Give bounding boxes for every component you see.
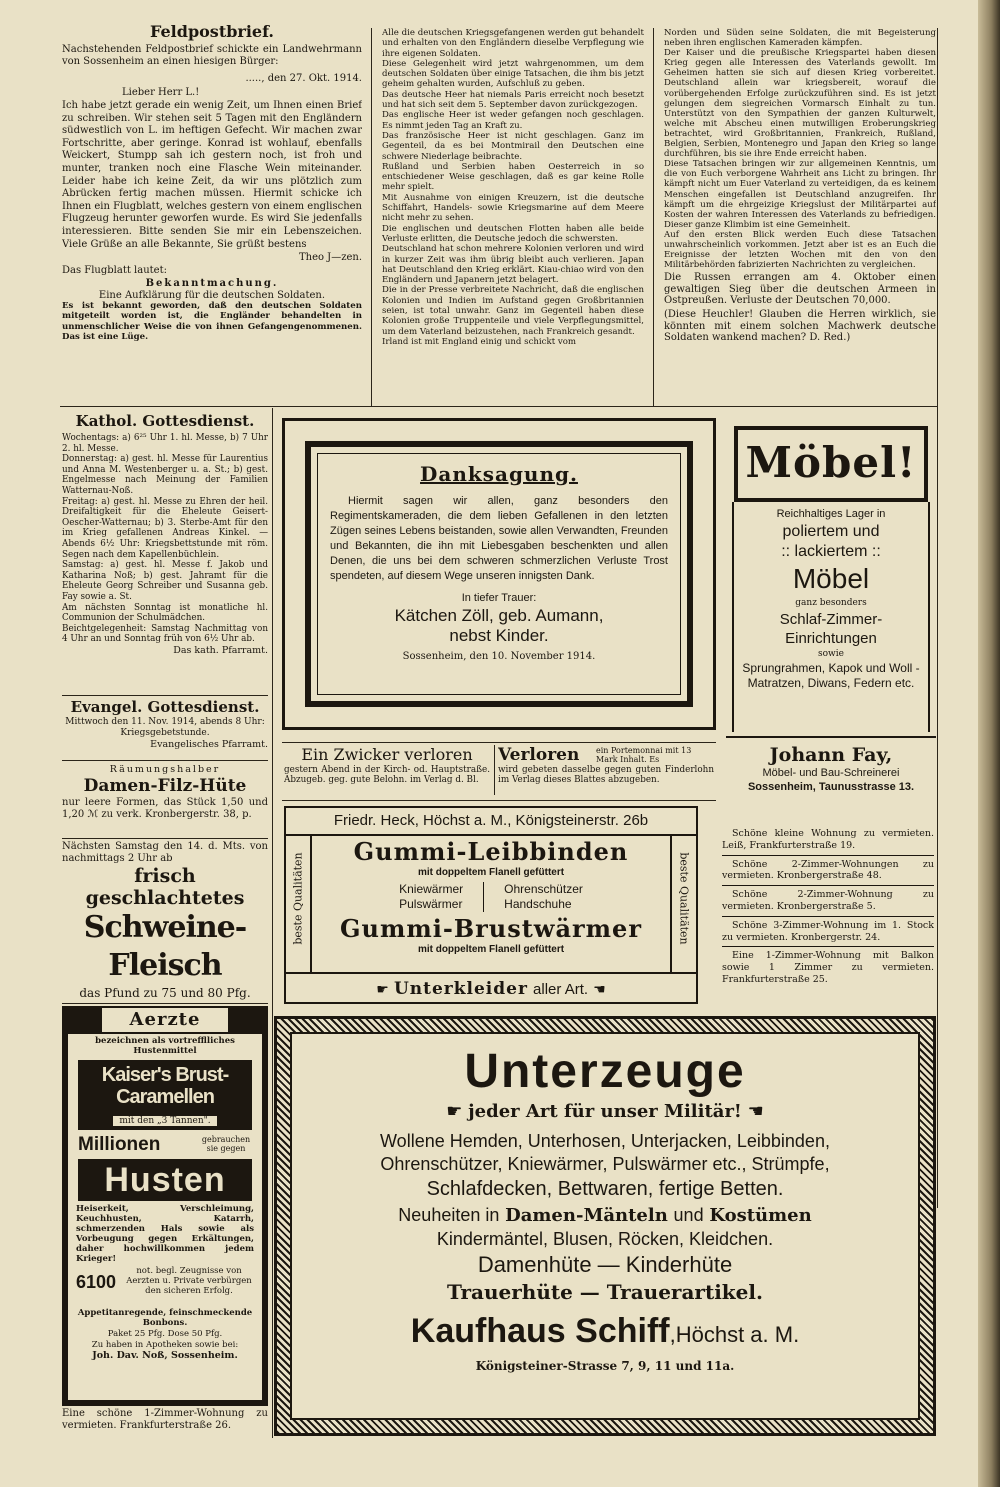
russen-note: Die Russen errangen am 4. Oktober einen gewaltigen Sieg über die deutschen Armeen in Ostpreußen. Verluste der Deutschen 70,000. (664, 272, 936, 307)
schiff-neu-c: und (673, 1205, 704, 1225)
danksagung-body: Hiermit sagen wir allen, ganz besonders den Regimentskameraden, die dem lieben Gefallenen in den letzten Zügen seines Lebens beistanden, sowie allen Verwandten, Freunden und Bekannten, die ihn mit Liebesgaben beschenkten und allen Denen, die uns bei dem schweren schmerzlichen Verluste Trost spendeten, auf diesem Wege unseren innigsten Dank. (330, 495, 668, 582)
evangel-gottesdienst (62, 698, 268, 756)
editor-note: (Diese Heuchler! Glauben die Herren wirklich, sie könnten mit einem solchen Machwerk deutsche Soldaten wankend machen? D. Red.) (664, 309, 936, 344)
feldpostbrief-article (62, 22, 362, 406)
schiff-line3: Schlafdecken, Bettwaren, fertige Betten. (426, 1178, 784, 1200)
kaiser-caramellen-ad (62, 1006, 268, 1406)
pointing-hand-left-icon: ☛ (446, 1101, 463, 1122)
moebel-line7: Einrichtungen (785, 630, 877, 647)
danksagung-trauer: In tiefer Trauer: (461, 592, 537, 604)
heck-unter1: Unterkleider (393, 979, 528, 999)
schiff-line6: Damenhüte — Kinderhüte (477, 1252, 733, 1277)
moebel-line8: sowie (818, 649, 844, 659)
filzhuete-ad (62, 764, 268, 836)
schweine-price: das Pfund zu 75 und 80 Pfg. (79, 986, 251, 1000)
zwicker-title: Ein Zwicker verloren (301, 745, 473, 764)
schweine-line2: frisch geschlachtetes (85, 865, 245, 909)
kaiser-tannen: mit den „3 Tannen". (113, 1116, 216, 1126)
divider (62, 838, 268, 839)
kleinanzeigen (722, 828, 934, 1018)
millionen-row (78, 1134, 252, 1156)
zeugnisse-row (76, 1266, 254, 1308)
schweine-intro: Nächsten Samstag den 14. d. Mts. von nachmittags 2 Uhr ab (62, 841, 268, 864)
schiff-name: Kaufhaus Schiff (410, 1312, 670, 1350)
kathol-gottesdienst (62, 412, 268, 692)
kaiser-brand-block (78, 1060, 252, 1130)
pointing-hand-right-icon: ☚ (593, 982, 606, 998)
filzhuete-body: nur leere Formen, das Stück 1,50 und 1,20 ℳ zu verk. Kronbergerstr. 38, p. (62, 797, 268, 821)
article-title: Feldpostbrief. (150, 22, 274, 41)
zeugnisse-text: not. begl. Zeugnisse von Aerzten u. Private verbürgen den sicheren Erfolg. (126, 1266, 252, 1296)
flugblatt-column-3 (664, 28, 936, 406)
schiff-neu-row (292, 1203, 918, 1228)
schiff-neu-b: Damen-Mänteln (505, 1205, 668, 1226)
schiff-sub: jeder Art für unser Militär! (468, 1101, 742, 1122)
heck-gummi2: Gummi-Brustwärmer (340, 914, 642, 943)
moebel-line9: Sprungrahmen, Kapok und Woll - Matratzen, Diwans, Federn etc. (742, 661, 920, 690)
kaiser-zuhaben: Zu haben in Apotheken sowie bei: (91, 1340, 239, 1350)
page-rule-right (937, 28, 938, 1208)
schiff-address: Königsteiner-Strasse 7, 9, 11 und 11a. (475, 1359, 735, 1373)
danksagung-place: Sossenheim, den 10. November 1914. (402, 651, 596, 662)
husten: Husten (78, 1159, 252, 1201)
kleinanz-5: Eine 1-Zimmer-Wohnung mit Balkon sowie 1 Zimmer zu vermieten. Frankfurterstraße 25. (722, 950, 934, 985)
zeugnisse-number: 6100 (76, 1272, 117, 1292)
kaiser-sub: bezeichnen als vortrefflliches Hustenmittel (95, 1036, 235, 1056)
moebel-line6: Schlaf-Zimmer- (779, 611, 883, 628)
moebel-title: Möbel! (745, 438, 917, 487)
pointing-hand-left-icon: ☛ (376, 982, 389, 998)
moebel-line4: Möbel (792, 563, 870, 594)
kleinanz-4: Schöne 3-Zimmer-Wohnung im 1. Stock zu vermieten. Kronbergerstr. 24. (722, 920, 934, 948)
kaiser-paket: Paket 25 Pfg. Dose 50 Pfg. (107, 1329, 223, 1339)
divider (62, 695, 268, 696)
danksagung-name: Kätchen Zöll, geb. Aumann, (394, 606, 604, 625)
verloren-header (498, 745, 714, 765)
moebel-divider (726, 736, 936, 738)
kathol-signature: Das kath. Pfarramt. (173, 644, 268, 656)
heck-flanell2: mit doppeltem Flanell gefüttert (417, 944, 565, 955)
moebel-pillar-left (732, 502, 734, 732)
schweinefleisch-ad (62, 841, 268, 1001)
heck-unter2: aller Art. (533, 981, 589, 998)
wohnung-text: Eine schöne 1-Zimmer-Wohnung zu vermieten. Frankfurterstraße 26. (62, 1408, 268, 1431)
heck-flanell1: mit doppeltem Flanell gefüttert (417, 867, 565, 878)
kleinanz-2: Schöne 2-Zimmer-Wohnungen zu vermieten. Kronbergerstraße 48. (722, 859, 934, 887)
moebel-body (738, 506, 924, 691)
heck-gummi1: Gummi-Leibbinden (353, 837, 629, 866)
divider (62, 1003, 268, 1004)
column-rule (653, 28, 654, 406)
heck-items-rule (483, 882, 484, 912)
danksagung-content (317, 453, 681, 695)
moebel-ad (726, 418, 936, 808)
evangel-title: Evangel. Gottesdienst. (70, 698, 260, 716)
millionen: Millionen (78, 1134, 161, 1155)
heck-footer (286, 972, 696, 1004)
kleinanz-1: Schöne kleine Wohnung zu vermieten. Leiß, Frankfurterstraße 19. (722, 828, 934, 856)
letter-body: Ich habe jetzt gerade ein wenig Zeit, um Ihnen einen Brief zu schreiben. Wir stehen seit 5 Tagen mit den Engländern südwestlich von L. im heftigen Gefecht. Wir machen zwar Fortschritte, aber geringe. Konrad ist wohlauf, ebenfalls Weickert, Stumpp sah ich gestern noch, ist froh und munter, tranken noch eine Flasche Wein miteinander. Leider habe ich keine Zeit, da wir uns plötzlich zum Abrücken fertig machen müssen. Hiermit schicke ich Ihnen ein Flugblatt, welches gestern von einem englischen Flugzeug herunter geworfen wurde. Es wird Sie jedenfalls interessieren. Bitte senden Sie mir ein Lebenszeichen. Viele Grüße an alle Bekannte, Sie grüßt bestens (62, 100, 362, 250)
verloren-ad (498, 745, 714, 795)
gebrauchen: gebrauchen sie gegen (201, 1135, 251, 1153)
schiff-sub-row (292, 1100, 918, 1124)
schiff-ad (274, 1016, 936, 1436)
heck-side-right-box (670, 834, 696, 972)
schiff-title: Unterzeuge (464, 1045, 746, 1098)
moebel-owner: Johann Fay, (769, 744, 893, 766)
kaiser-inner (68, 1034, 262, 1400)
filzhuete-kicker: Räumungshalber (109, 764, 221, 775)
pointing-hand-right-icon: ☚ (747, 1101, 764, 1122)
moebel-trade: Möbel- und Bau-Schreinerei (762, 767, 900, 779)
heck-side-left: beste Qualitäten (291, 852, 305, 945)
heck-items (312, 882, 670, 912)
letter-salutation: Lieber Herr L.! (122, 87, 200, 98)
letter-signature: Theo J—zen. (298, 252, 362, 264)
verloren-note: ein Portemonnai mit 13 Mark Inhalt. Es (596, 746, 692, 764)
schiff-inner (290, 1032, 920, 1420)
zwicker-body: gestern Abend in der Kirch- od. Hauptstraße. Abzugeb. geg. gute Belohn. im Verlag d. Bl. (284, 765, 490, 786)
heck-header: Friedr. Heck, Höchst a. M., Königsteinerstr. 26b (286, 808, 696, 836)
section-rule (60, 406, 938, 407)
divider (282, 800, 716, 801)
evangel-signature: Evangelisches Pfarramt. (150, 739, 268, 750)
kaiser-brand2: Caramellen (116, 1086, 214, 1108)
flugblatt-label: Das Flugblatt lautet: (62, 265, 167, 277)
schweine-title: Schweine-Fleisch (83, 910, 247, 983)
article-intro: Nachstehenden Feldpostbrief schickte ein Landwehrmann von Sossenheim an einen hiesigen Bürger: (62, 44, 362, 67)
bekanntmachung-heading: Bekanntmachung. (145, 278, 279, 290)
heck-content (312, 838, 670, 956)
danksagung-ad (282, 418, 716, 730)
heck-items-right: Ohrenschützer Handschuhe (504, 882, 583, 911)
schiff-name-row (292, 1310, 918, 1356)
moebel-owner-block (730, 744, 932, 794)
kathol-title: Kathol. Gottesdienst. (75, 412, 255, 430)
danksagung-kinder: nebst Kinder. (449, 626, 549, 645)
danksagung-title: Danksagung. (420, 462, 578, 486)
moebel-line5: ganz besonders (795, 598, 867, 608)
kaiser-brand1: Kaiser's Brust- (101, 1064, 229, 1086)
divider (62, 760, 268, 761)
column-rule (272, 408, 273, 1438)
moebel-address: Sossenheim, Taunusstrasse 13. (747, 781, 915, 793)
column-rule (371, 28, 372, 406)
ad-rule (494, 745, 495, 795)
schiff-line1: Wollene Hemden, Unterhosen, Unterjacken, Leibbinden, (380, 1131, 830, 1151)
moebel-pillar-right (928, 502, 930, 732)
page-gutter (978, 0, 1000, 1487)
flugblatt-text-part2: Alle die deutschen Kriegsgefangenen werden gut behandelt und erhalten von den Engländern dieselbe Verpflegung wie ihre eigenen Soldaten. Diese Gelegenheit wird jetzt wahrgenommen, um dem deutschen Soldaten über einige Tatsachen, die ihm bis jetzt geheim gehalten wurden, Aufschluß zu geben. Das deutsche Heer hat niemals Paris erreicht noch besetzt und hat sich seit dem 5. September davon zurückgezogen. Das englische Heer ist weder gefangen noch geschlagen. Es nimmt jeden Tag an Kraft zu. Das französische Heer ist nicht geschlagen. Ganz im Gegenteil, da es bei Montmirail den Deutschen eine schwere Niederlage beibrachte. Rußland und Serbien haben Oesterreich in so entschiedener Weise geschlagen, daß es gar keine Rolle mehr spielt. Mit Ausnahme von einigen Kreuzern, ist die deutsche Schiffahrt, Handels- sowie Kriegsmarine auf dem Meere nicht mehr zu sehen. Die englischen und deutschen Flotten haben alle beide Verluste erlitten, die Deutsche jedoch die schwersten. Deutschland hat schon mehrere Kolonien verloren und wird in kurzer Zeit was ihm übrig bleibt auch verlieren. Japan hat Deutschland den Krieg erklärt. Kiau-chiao wird von den Engländern und Japanern jetzt belagert. Die in der Presse verbreitete Nachricht, daß die englischen Kolonien und Indien im Aufstand gegen Großbritannien seien, ist total unwahr. Ganz im Gegenteil haben diese Kolonien große Truppenteile und viele Verpflegungsmittel, um dem Vaterland beizustehen, nach Frankreich gesandt. Irland ist mit England einig und schickt vom (382, 28, 644, 347)
schiff-neu-d: Kostümen (709, 1205, 812, 1226)
heck-items-left: Kniewärmer Pulswärmer (399, 882, 464, 911)
wohnung-ad-bottom (62, 1408, 268, 1438)
kathol-body: Wochentags: a) 6²⁵ Uhr 1. hl. Messe, b) 7 Uhr 2. hl. Messe. Donnerstag: a) gest. hl. Messe für Laurentius und Anna M. Westenberger u. a. St.; b) gest. Engelmesse nach Meinung der Familien Watternau-Noß. Freitag: a) gest. hl. Messe zu Ehren der heil. Dreifaltigkeit für die Eheleute Geisert-Oescher-Watternau; b) 3. Sterbe-Amt für den im Krieg gefallenen Andreas Kinkel. — Abends 6½ Uhr: Kriegsbettstunde mit röm. Segen nach dem Kapellenbüchlein. Samstag: a) gest. hl. Messe f. Jakob und Katharina Noß; b) gest. Jahramt für die Eheleute Georg Schreiber und Susanna geb. Fay sowie a. St. Am nächsten Sonntag ist monatliche hl. Communion der Schulmädchen. Beichtgelegenheit: Samstag Nachmittag von 4 Uhr an und Sonntag früh von 6½ Uhr ab. (62, 433, 268, 645)
schiff-neu-a: Neuheiten in (398, 1205, 500, 1225)
zwicker-ad (284, 745, 490, 795)
verloren-title: Verloren (498, 745, 580, 765)
heck-side-right: beste Qualitäten (677, 852, 691, 945)
kaiser-symptoms: Heiserkeit, Verschleimung, Keuchhusten, Katarrh, schmerzenden Hals sowie als Vorbeugung gegen Erkältungen, daher hochwillkommen jedem Krieger! (76, 1204, 254, 1264)
filzhuete-title: Damen-Filz-Hüte (83, 776, 247, 797)
letter-date: ....., den 27. Okt. 1914. (245, 73, 362, 84)
kleinanz-3: Schöne 2-Zimmer-Wohnung zu vermieten. Kronbergerstraße 5. (722, 889, 934, 917)
evangel-body: Mittwoch den 11. Nov. 1914, abends 8 Uhr: Kriegsgebetstunde. (65, 717, 265, 738)
heck-side-left-box (286, 834, 312, 972)
flugblatt-text-part3: Norden und Süden seine Soldaten, die mit Begeisterung neben ihren englischen Kameraden kämpfen. Der Kaiser und die preußische Kriegspartei haben diesen Krieg gegen alle Interessen des Vaterlands gewollt. Im Geheimen hatten sie sich auf diesen Krieg vorbereitet. Deutschland allein war kriegsbereit, worauf die vorübergehenden Erfolge zurückzuführen sind. Es ist jetzt gelungen dem siegreichen Vormarsch Einhalt zu tun. Unterstützt von den Sympathien der ganzen Kulturwelt, welche mit Abscheu einen mutwilligen Eroberungskrieg betrachtet, wird Großbritannien, Frankreich, Rußland, Belgien, Serbien, Montenegro und Japan den Krieg so lange durchführen, bis sie ihre Ende erreicht haben. Diese Tatsachen bringen wir zur allgemeinen Kenntnis, um die von Euch verborgene Wahrheit ans Licht zu bringen. Ihr kämpft nicht um Euer Vaterland zu verteidigen, da es keinem Menschen eingefallen ist Deutschland anzugreifen. Ihr kämpft um die ehrgeizige Kriegslust der Militärpartei auf Kosten der wahren Interessen des Vaterlands zu befriedigen. Dieser ganze Klimbim ist eine Gemeinheit. Auf den ersten Blick werden Euch diese Tatsachen unwahrscheinlich vorkommen. Jetzt aber ist es an Euch die Ereignisse der letzten Wochen mit den von den Militärbehörden fabrizierten Nachrichten zu vergleichen. (664, 28, 936, 271)
danksagung-inner (305, 441, 693, 707)
moebel-line3: :: lackiertem :: (781, 543, 881, 560)
schiff-line2: Ohrenschützer, Kniewärmer, Pulswärmer etc., Strümpfe, (380, 1154, 830, 1174)
kaiser-seller: Joh. Dav. Noß, Sossenheim. (92, 1350, 238, 1361)
schiff-city: ,Höchst a. M. (669, 1322, 800, 1347)
schiff-line5: Kindermäntel, Blusen, Röcken, Kleidchen. (436, 1229, 774, 1249)
flugblatt-text-part1: Es ist bekannt geworden, daß den deutschen Soldaten mitgeteilt worden ist, die Engländer behandelten in unmenschlicher Weise die von ihnen Gefangengenommenen. Das ist eine Lüge. (62, 300, 362, 343)
aerzte-label: Aerzte (102, 1008, 228, 1032)
moebel-line2: poliertem und (782, 523, 880, 540)
aufklaerung-heading: Eine Aufklärung für die deutschen Soldaten. (98, 289, 326, 301)
verloren-body: wird gebeten dasselbe gegen guten Finderlohn im Verlag dieses Blattes abzugeben. (498, 765, 714, 786)
kaiser-appetit: Appetitanregende, feinschmeckende Bonbons. (77, 1308, 253, 1328)
schiff-line7: Trauerhüte — Trauerartikel. (447, 1280, 763, 1304)
flugblatt-column-2 (382, 28, 644, 406)
heck-ad (284, 806, 698, 1004)
divider (282, 742, 716, 743)
moebel-banner (734, 426, 928, 502)
moebel-line1: Reichhaltiges Lager in (776, 508, 886, 520)
